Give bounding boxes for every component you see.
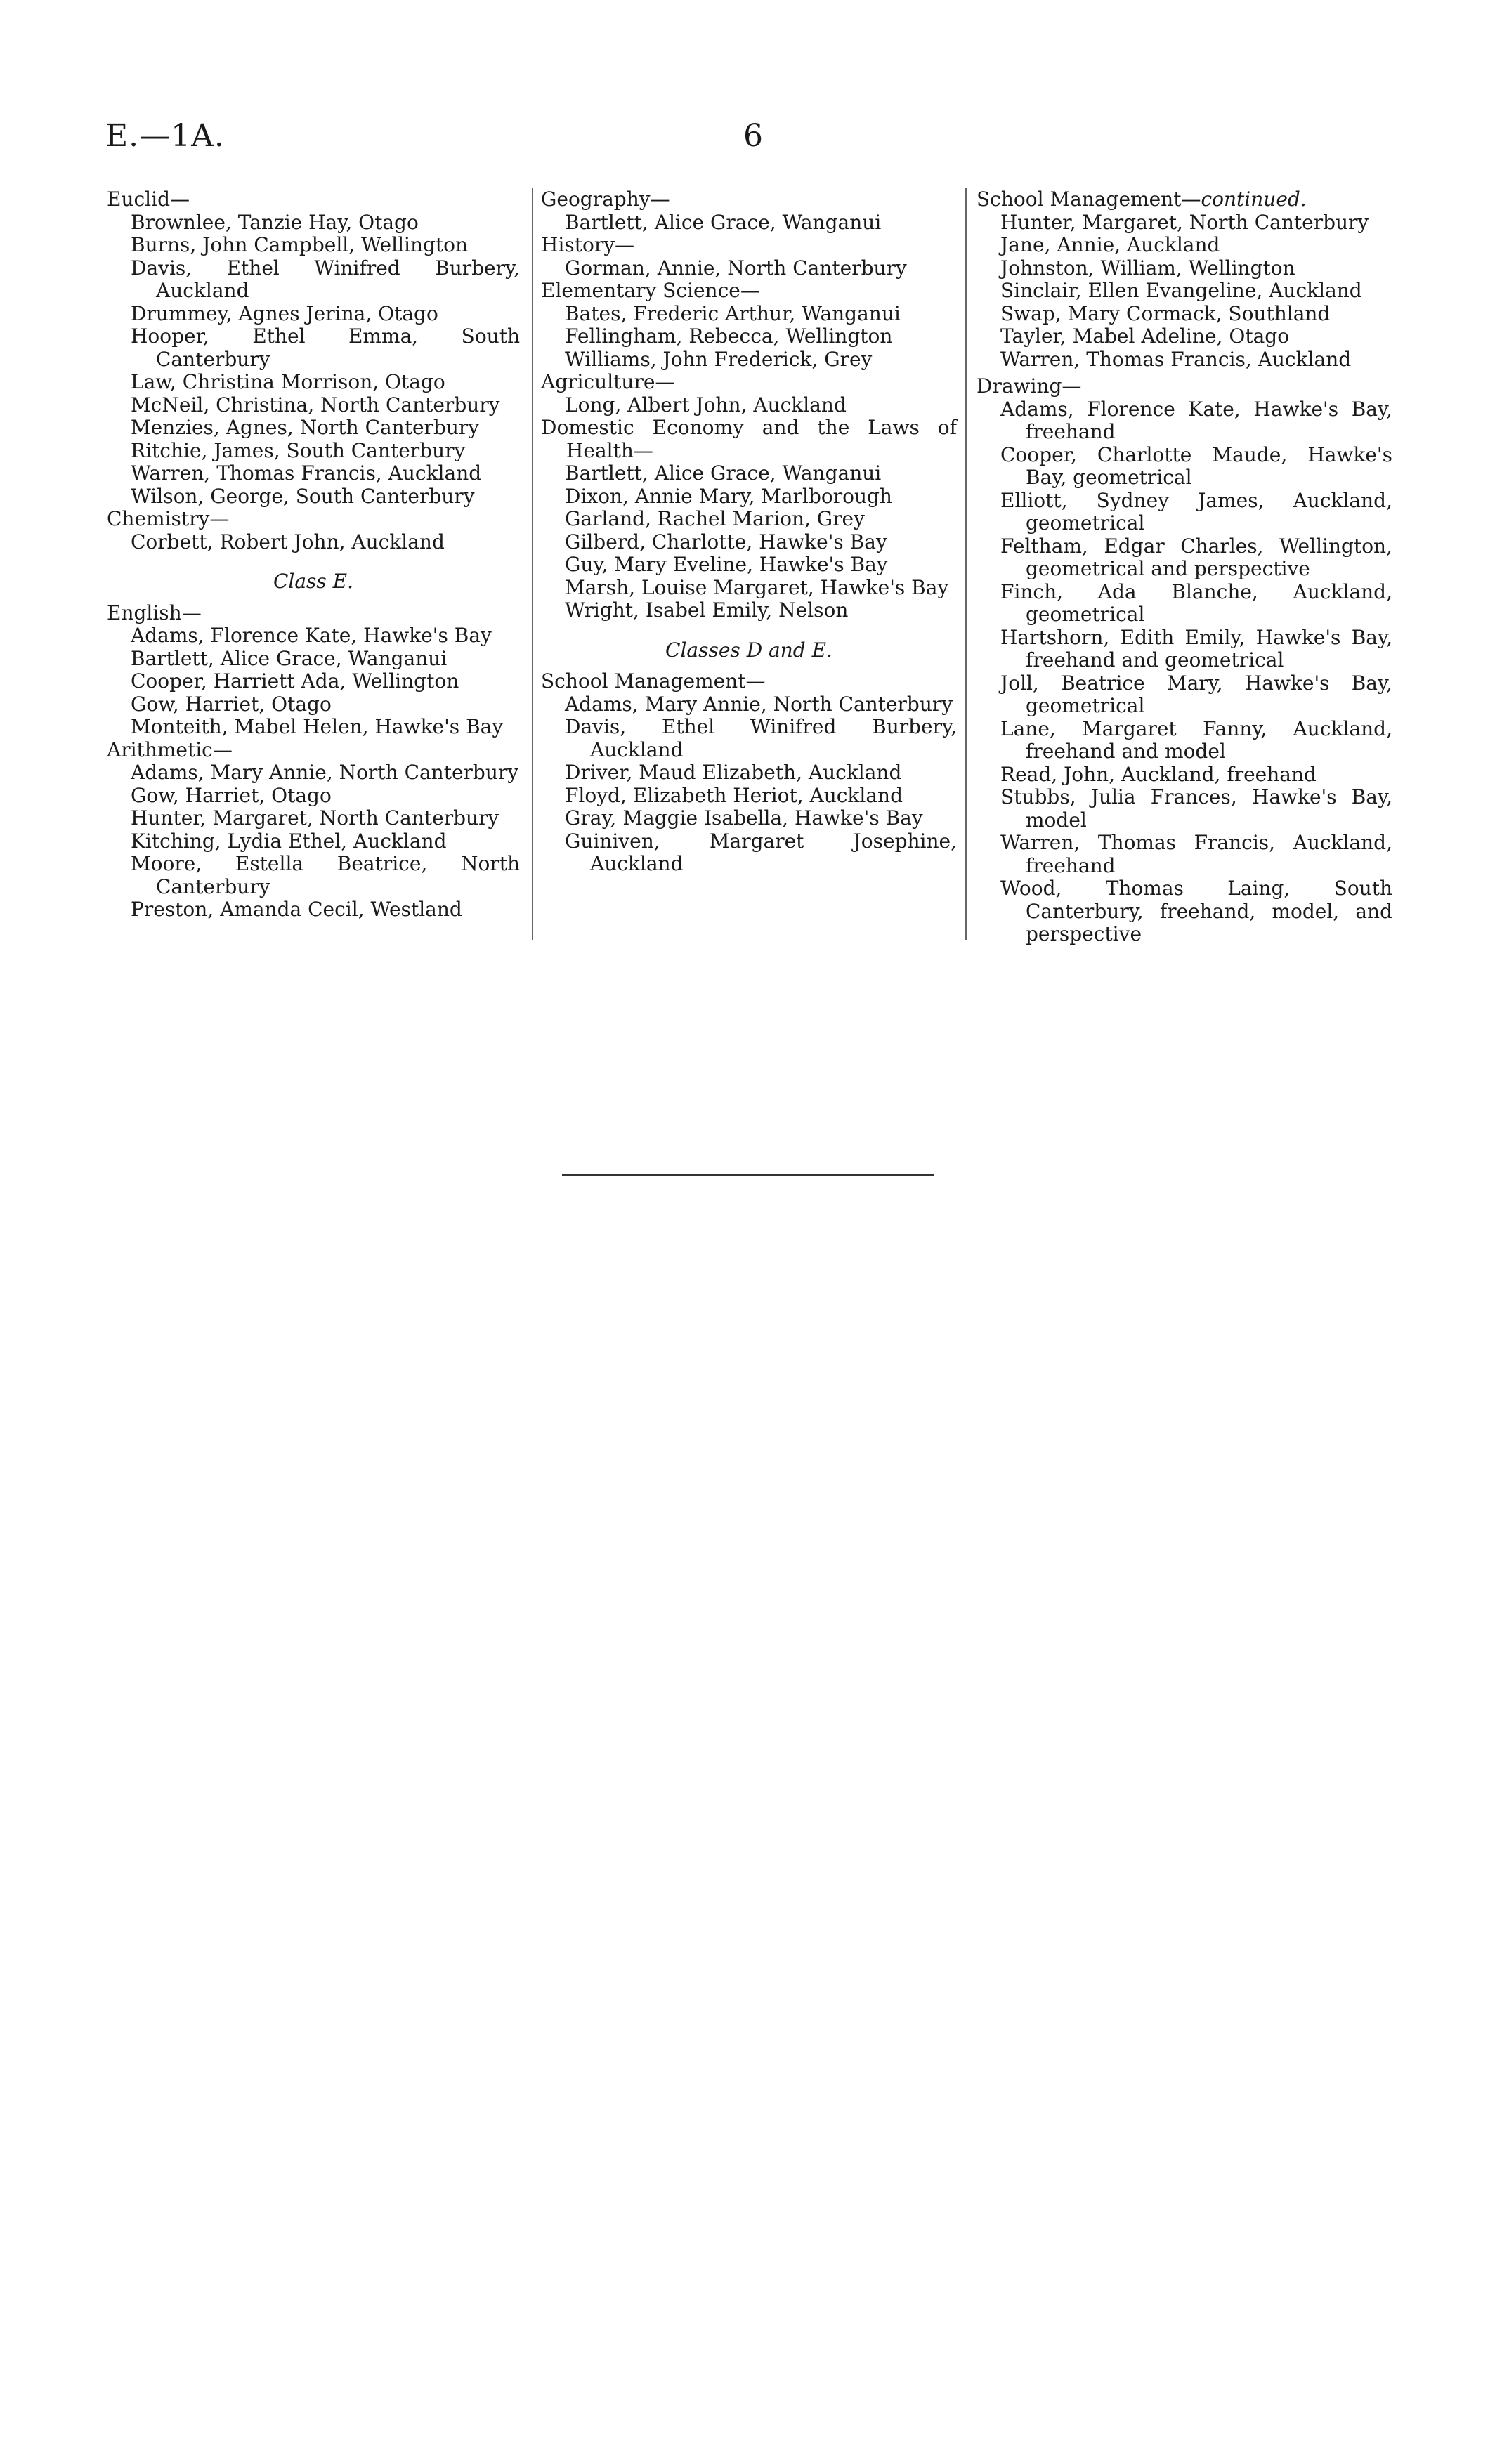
list-item: Warren, Thomas Francis, Auckland [131, 461, 482, 485]
list-item: Bartlett, Alice Grace, Wanganui [131, 646, 448, 670]
section-domestic-economy [541, 417, 957, 622]
continued-label: continued. [1201, 188, 1307, 211]
end-rule [562, 1174, 934, 1182]
class-heading: Classes D and E. [665, 638, 832, 662]
list-item: Gow, Harriet, Otago [131, 692, 332, 716]
list-item: Joll, Beatrice Mary, Hawke's Bay, geometrical [1000, 671, 1392, 717]
list-item: Brownlee, Tanzie Hay, Otago [131, 210, 419, 234]
list-item: Corbett, Robert John, Auckland [131, 530, 445, 553]
list-item: Bates, Frederic Arthur, Wanganui [565, 301, 901, 325]
section-heading: English— [107, 601, 202, 624]
section-heading: Agriculture— [541, 370, 675, 393]
page-number: 6 [743, 118, 763, 154]
list-item: Fellingham, Rebecca, Wellington [565, 325, 893, 348]
list-item: Law, Christina Morrison, Otago [131, 370, 445, 393]
list-item: Guy, Mary Eveline, Hawke's Bay [565, 553, 888, 576]
section-heading: Drawing— [977, 374, 1082, 398]
list-item: Menzies, Agnes, North Canterbury [131, 416, 480, 439]
section-heading: Arithmetic— [107, 738, 233, 761]
list-item: Burns, John Campbell, Wellington [131, 233, 469, 256]
list-item: Garland, Rachel Marion, Grey [565, 507, 865, 530]
list-item: Johnston, William, Wellington [1000, 256, 1295, 280]
list-item: Drummey, Agnes Jerina, Otago [131, 301, 438, 325]
list-item: Davis, Ethel Winifred Burbery, Auckland [131, 256, 520, 302]
list-item: Jane, Annie, Auckland [1000, 233, 1220, 256]
list-item: Gow, Harriet, Otago [131, 783, 332, 807]
column-divider-2 [965, 188, 967, 940]
list-item: Hooper, Ethel Emma, South Canterbury [131, 325, 520, 371]
list-item: Driver, Maud Elizabeth, Auckland [565, 761, 902, 784]
list-item: Wright, Isabel Emily, Nelson [565, 598, 849, 622]
list-item: Elliott, Sydney James, Auckland, geometrical [1000, 488, 1392, 535]
section-geography [541, 188, 957, 234]
section-euclid [107, 188, 520, 508]
list-item: Wood, Thomas Laing, South Canterbury, freehand, model, and perspective [1000, 877, 1392, 945]
section-english [107, 602, 520, 739]
list-item: Swap, Mary Cormack, Southland [1000, 301, 1331, 325]
list-item: Davis, Ethel Winifred Burbery, Auckland [565, 715, 957, 761]
list-item: Adams, Mary Annie, North Canterbury [131, 761, 519, 784]
list-item: Sinclair, Ellen Evangeline, Auckland [1000, 279, 1362, 302]
list-item: Hunter, Margaret, North Canterbury [131, 806, 499, 830]
end-rule-line [562, 1174, 934, 1176]
section-heading: Euclid— [107, 188, 190, 211]
column-2 [541, 188, 957, 876]
section-school-management [541, 670, 957, 876]
section-heading: Geography— [541, 188, 670, 211]
list-item: Preston, Amanda Cecil, Westland [131, 898, 462, 921]
section-drawing [977, 375, 1392, 946]
list-item: Warren, Thomas Francis, Auckland [1000, 347, 1352, 371]
list-item: Gray, Maggie Isabella, Hawke's Bay [565, 806, 923, 830]
list-item: Williams, John Frederick, Grey [565, 347, 873, 371]
section-heading: Chemistry— [107, 507, 230, 530]
list-item: Lane, Margaret Fanny, Auckland, freehand and model [1000, 716, 1392, 763]
page-header [0, 118, 1502, 160]
section-school-management-continued [977, 188, 1392, 371]
column-3 [977, 188, 1392, 946]
list-item: Adams, Florence Kate, Hawke's Bay, freehand [1000, 397, 1392, 443]
list-item: Read, John, Auckland, freehand [1000, 762, 1317, 786]
list-item: Guiniven, Margaret Josephine, Auckland [565, 829, 957, 875]
list-item: Ritchie, James, South Canterbury [131, 438, 466, 462]
list-item: Monteith, Mabel Helen, Hawke's Bay [131, 715, 504, 738]
list-item: Stubbs, Julia Frances, Hawke's Bay, model [1000, 785, 1392, 832]
list-item: Bartlett, Alice Grace, Wanganui [565, 461, 882, 485]
section-heading: History— [541, 233, 635, 256]
section-chemistry [107, 508, 520, 553]
list-item: Warren, Thomas Francis, Auckland, freehand [1000, 831, 1392, 877]
list-item: Gilberd, Charlotte, Hawke's Bay [565, 530, 887, 553]
list-item: Hartshorn, Edith Emily, Hawke's Bay, freehand and geometrical [1000, 625, 1392, 671]
document-reference: E.—1A. [105, 118, 225, 154]
list-item: Floyd, Elizabeth Heriot, Auckland [565, 783, 903, 807]
list-item: Gorman, Annie, North Canterbury [565, 256, 907, 280]
section-heading [977, 188, 1392, 211]
list-item: Wilson, George, South Canterbury [131, 484, 475, 508]
column-1 [107, 188, 520, 922]
list-item: Bartlett, Alice Grace, Wanganui [565, 210, 882, 234]
list-item: Adams, Florence Kate, Hawke's Bay [131, 624, 492, 647]
class-heading: Class E. [273, 570, 354, 593]
section-history [541, 234, 957, 280]
list-item: Moore, Estella Beatrice, North Canterbury [131, 852, 520, 898]
section-elementary-science [541, 280, 957, 371]
section-heading: Domestic Economy and the Laws of Health— [541, 416, 957, 462]
section-heading-text: School Management— [977, 188, 1201, 211]
list-item: Cooper, Charlotte Maude, Hawke's Bay, geometrical [1000, 443, 1392, 489]
section-heading: Elementary Science— [541, 279, 760, 302]
list-item: Cooper, Harriett Ada, Wellington [131, 669, 459, 693]
column-divider-1 [532, 188, 533, 940]
list-item: Kitching, Lydia Ethel, Auckland [131, 829, 447, 853]
list-item: Hunter, Margaret, North Canterbury [1000, 210, 1369, 234]
list-item: Tayler, Mabel Adeline, Otago [1000, 325, 1290, 348]
list-item: Marsh, Louise Margaret, Hawke's Bay [565, 575, 949, 599]
section-arithmetic [107, 739, 520, 922]
section-agriculture [541, 371, 957, 417]
list-item: Finch, Ada Blanche, Auckland, geometrical [1000, 579, 1392, 626]
list-item: McNeil, Christina, North Canterbury [131, 393, 500, 417]
section-heading: School Management— [541, 669, 766, 693]
list-item: Long, Albert John, Auckland [565, 393, 847, 417]
list-item: Adams, Mary Annie, North Canterbury [565, 692, 953, 716]
list-item: Feltham, Edgar Charles, Wellington, geometrical and perspective [1000, 534, 1392, 580]
list-item: Dixon, Annie Mary, Marlborough [565, 484, 892, 508]
